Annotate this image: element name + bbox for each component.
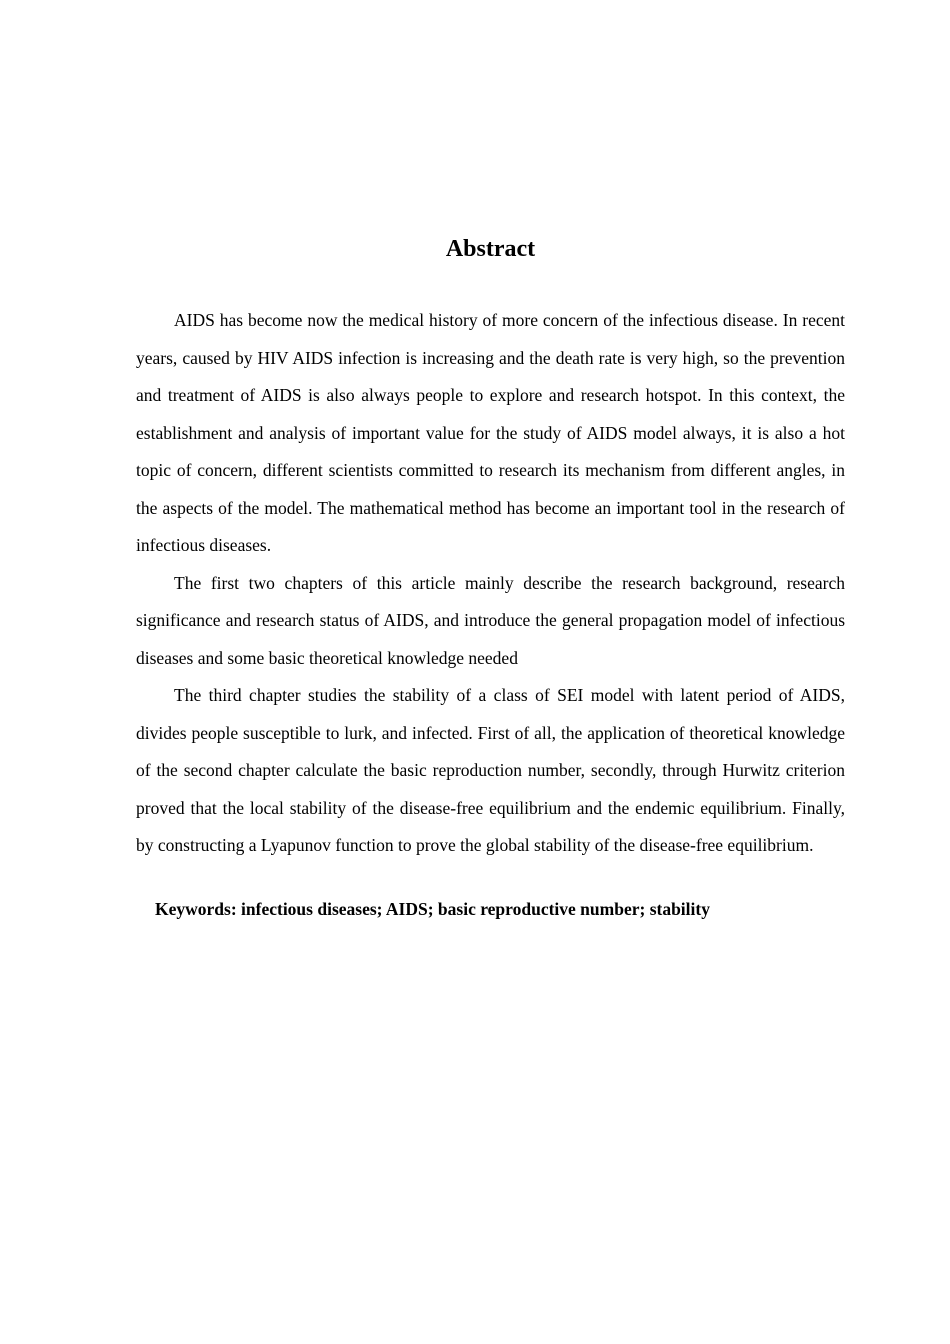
abstract-paragraph-1: AIDS has become now the medical history of more concern of the infectious disease. In recent years, caused by HIV AIDS infection is increasing and the death rate is very high, so the prevention and treatment of AIDS is also always people to explore and research hotspot. In this context, the establishment and analysis of important value for the study of AIDS model always, it is also a hot topic of concern, different scientists committed to research its mechanism from different angles, in the aspects of the model. The mathematical method has become an important tool in the research of infectious diseases. (136, 310, 845, 555)
abstract-body (136, 302, 845, 865)
abstract-title: Abstract (445, 236, 536, 262)
keywords-line: Keywords: infectious diseases; AIDS; basic reproductive number; stability (155, 899, 710, 919)
abstract-paragraph-3: The third chapter studies the stability of a class of SEI model with latent period of AIDS, divides people susceptible to lurk, and infected. First of all, the application of theoretical knowledge of the second chapter calculate the basic reproduction number, secondly, through Hurwitz criterion proved that the local stability of the disease-free equilibrium and the endemic equilibrium. Finally, by constructing a Lyapunov function to prove the global stability of the disease-free equilibrium. (136, 685, 845, 855)
abstract-paragraph-2: The first two chapters of this article mainly describe the research background, research significance and research status of AIDS, and introduce the general propagation model of infectious diseases and some basic theoretical knowledge needed (136, 572, 845, 668)
